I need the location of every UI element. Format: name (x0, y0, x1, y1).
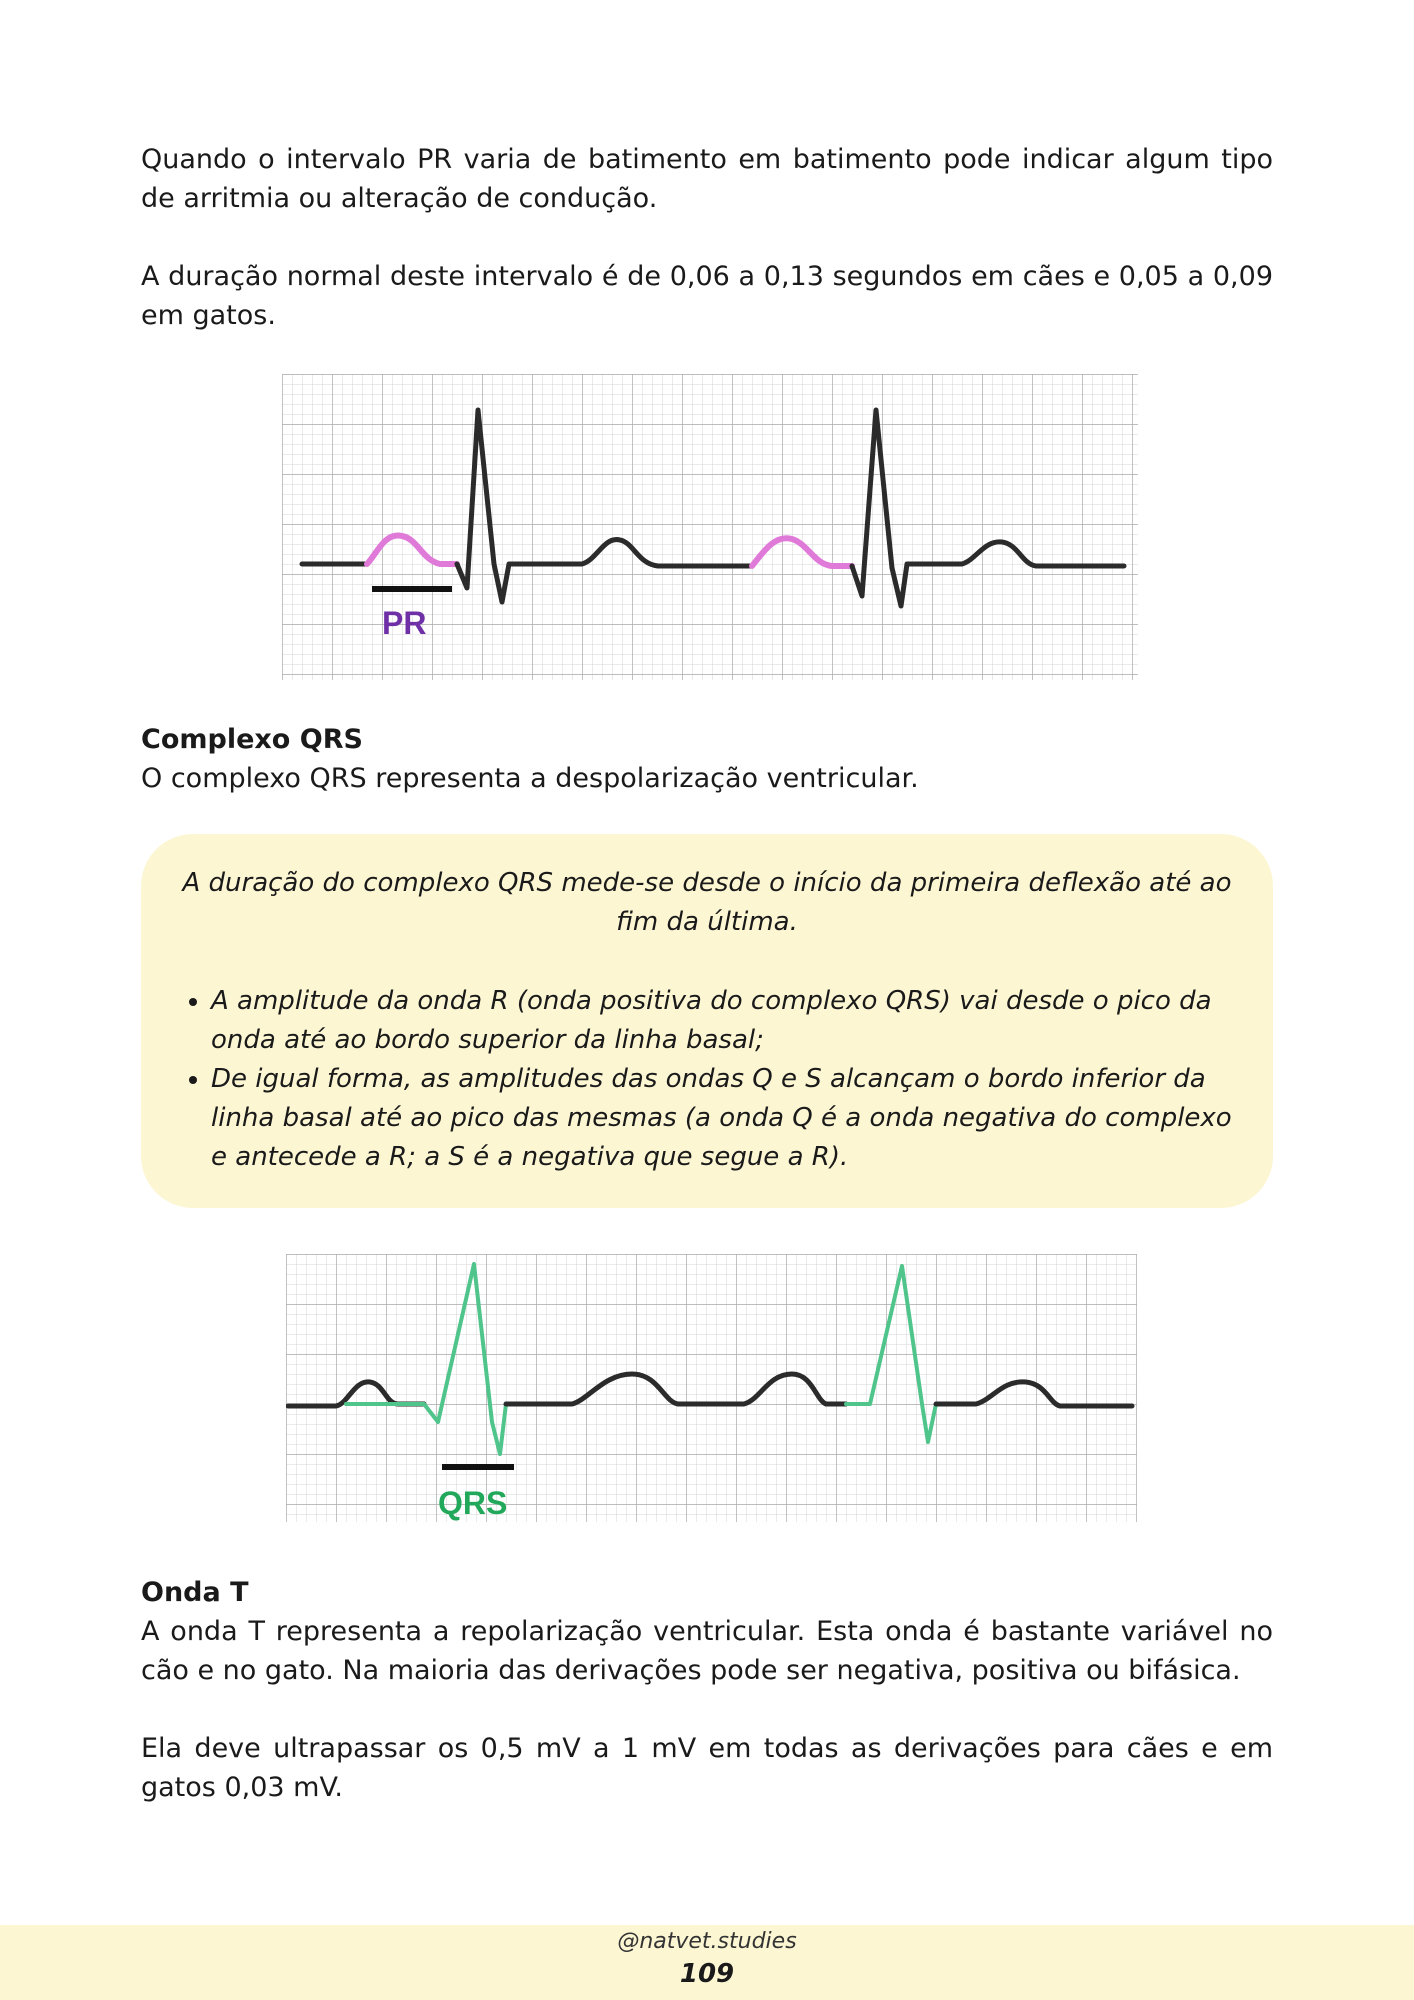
callout-bullet-list (169, 982, 1245, 1177)
footer-handle: @natvet.studies (617, 1929, 797, 1954)
qrs-callout (141, 834, 1273, 1208)
intro-paragraph-1: Quando o intervalo PR varia de batimento em batimento pode indicar algum tipo de arritmia ou alteração de condução. (141, 144, 1273, 214)
callout-bullet-1: • A amplitude da onda R (onda positiva do complexo QRS) vai desde o pico da onda até ao bordo superior da linha basal; (211, 982, 1245, 1060)
pr-label: PR (382, 605, 427, 641)
page-number: 109 (679, 1959, 735, 1989)
qrs-heading: Complexo QRS (141, 724, 363, 755)
qrs-label: QRS (438, 1485, 508, 1521)
qrs-paragraph: O complexo QRS representa a despolarização ventricular. (141, 763, 919, 794)
t-wave-paragraph-1: A onda T representa a repolarização ventricular. Esta onda é bastante variável no cão e no gato. Na maioria das derivações pode ser negativa, positiva ou bifásica. (141, 1616, 1273, 1686)
callout-bullet-2: • De igual forma, as amplitudes das ondas Q e S alcançam o bordo inferior da linha basal até ao pico das mesmas (a onda Q é a onda negativa do complexo e antecede a R; a S é a negativa que segue a R). (211, 1060, 1245, 1177)
qrs-interval-bar (442, 1464, 514, 1470)
intro-paragraph-2: A duração normal deste intervalo é de 0,06 a 0,13 segundos em cães e 0,05 a 0,09 em gatos. (141, 261, 1273, 331)
ecg-grid (286, 1254, 1137, 1522)
pr-interval-bar (372, 586, 452, 592)
ecg-pr-figure (282, 374, 1138, 680)
t-wave-heading: Onda T (141, 1577, 249, 1608)
ecg-qrs-figure (286, 1254, 1137, 1522)
page-footer (0, 1925, 1414, 2000)
callout-lead: A duração do complexo QRS mede-se desde o início da primeira deflexão até ao fim da última. (182, 868, 1232, 937)
t-wave-paragraph-2: Ela deve ultrapassar os 0,5 mV a 1 mV em todas as derivações para cães e em gatos 0,03 mV. (141, 1733, 1273, 1803)
